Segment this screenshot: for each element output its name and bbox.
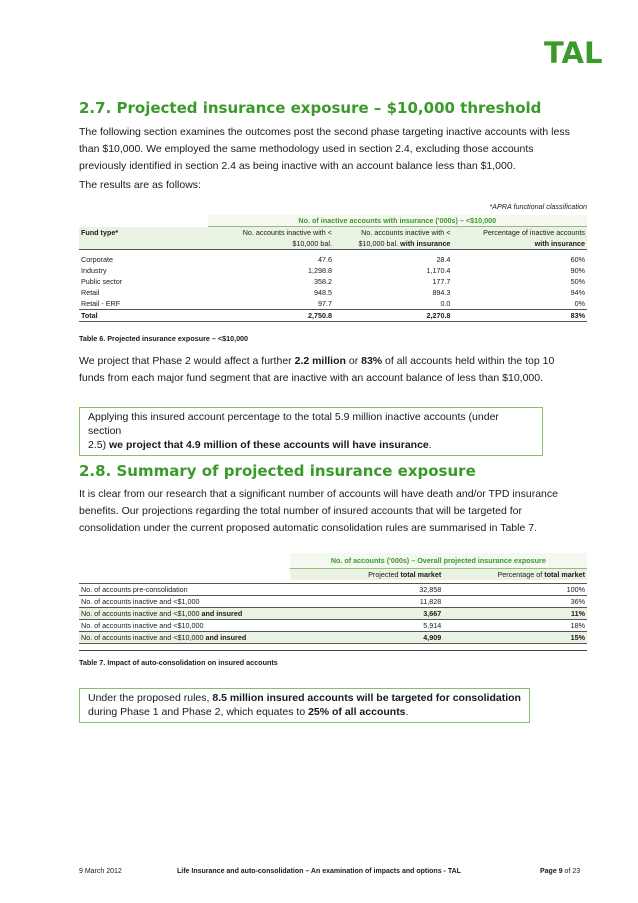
table-6-header-row-1 (79, 227, 587, 239)
table-row: No. of accounts inactive and <$10,000 and insured 4,909 15% (81, 632, 585, 642)
col-pct-line2: with insurance (452, 238, 587, 250)
results-intro: The results are as follows: (79, 179, 201, 191)
apra-note: *APRA functional classification (489, 202, 587, 211)
footer-title: Life Insurance and auto-consolidation – An examination of impacts and options - TAL (177, 868, 461, 875)
table-7 (79, 553, 587, 644)
table-row: Corporate 47.6 28.4 60% (81, 254, 585, 264)
section-heading-2-8: 2.8. Summary of projected insurance exposure (79, 462, 476, 480)
col-inactive-line2: $10,000 bal. (208, 238, 334, 250)
table-6-total-row: Total 2,750.8 2,270.8 83% (81, 310, 585, 320)
intro-line-3: previously identified in section 2.4 as being inactive with an account balance less than $1,000. (79, 160, 516, 172)
table-row: No. of accounts inactive and <$1,000 and insured 3,667 11% (81, 608, 585, 618)
consolidation-callout-box: Under the proposed rules, 8.5 million insured accounts will be targeted for consolidation during Phase 1 and Phase 2, which equates to 25% of all accounts. (79, 688, 530, 723)
intro-line-2: than $10,000. We employed the same methodology used in section 2.4, excluding those accounts (79, 143, 534, 155)
col-insured-line2: $10,000 bal. with insurance (334, 238, 452, 250)
table-6-caption: Table 6. Projected insurance exposure – <$10,000 (79, 334, 249, 343)
col-projected-total: Projected total market (368, 570, 442, 579)
intro-line-1: The following section examines the outcomes post the second phase targeting inactive accounts with less (79, 126, 570, 138)
table-row: No. of accounts inactive and <$10,000 5,914 18% (81, 620, 585, 630)
section-heading-2-7: 2.7. Projected insurance exposure – $10,000 threshold (79, 99, 542, 117)
table-7-caption: Table 7. Impact of auto-consolidation on insured accounts (79, 658, 278, 667)
table-7-header-row (79, 569, 587, 581)
table-6-group-header-row (79, 215, 587, 227)
table-6-header-row-2 (79, 238, 587, 250)
tal-logo: TAL (544, 36, 603, 70)
table-row: Retail - ERF 97.7 0.0 0% (81, 298, 585, 308)
projection-paragraph: We project that Phase 2 would affect a further 2.2 million or 83% of all accounts held within the top 10 funds from each major fund segment that are inactive with an account balance of less than $10,000. (79, 355, 555, 384)
table-row: Public sector 358.2 177.7 50% (81, 276, 585, 286)
table-row: No. of accounts pre-consolidation 32,858 100% (81, 584, 585, 594)
table-row: Industry 1,298.8 1,170.4 90% (81, 265, 585, 275)
footer-date: 9 March 2012 (79, 868, 122, 875)
table-7-group-header: No. of accounts ('000s) – Overall projected insurance exposure (290, 553, 587, 569)
table-7-rule (79, 650, 587, 651)
insured-callout-box: Applying this insured account percentage to the total 5.9 million inactive accounts (under section 2.5) we project that 4.9 million of these accounts will have insurance. (79, 407, 543, 456)
col-inactive-line1: No. accounts inactive with < (242, 228, 332, 237)
col-pct-line1: Percentage of inactive accounts (483, 228, 585, 237)
summary-paragraph: It is clear from our research that a significant number of accounts will have death and/or TPD insurance benefits. Our projections regarding the total number of insured accounts that will be targeted for consolidation under the current proposed automatic consolidation rules are summarised in Table 7. (79, 488, 558, 534)
table-6-group-header: No. of inactive accounts with insurance ('000s) – <$10,000 (208, 215, 588, 227)
col-pct-total: Percentage of total market (497, 570, 585, 579)
intro-paragraph (79, 124, 589, 175)
table-7-group-header-row (79, 553, 587, 569)
col-fund-type: Fund type* (81, 227, 119, 237)
table-6 (79, 215, 587, 322)
footer-page: Page 9 of 23 (540, 868, 581, 875)
table-row: No. of accounts inactive and <$1,000 11,828 36% (81, 596, 585, 606)
table-row: Retail 948.5 894.3 94% (81, 287, 585, 297)
col-insured-line1: No. accounts inactive with < (361, 228, 451, 237)
